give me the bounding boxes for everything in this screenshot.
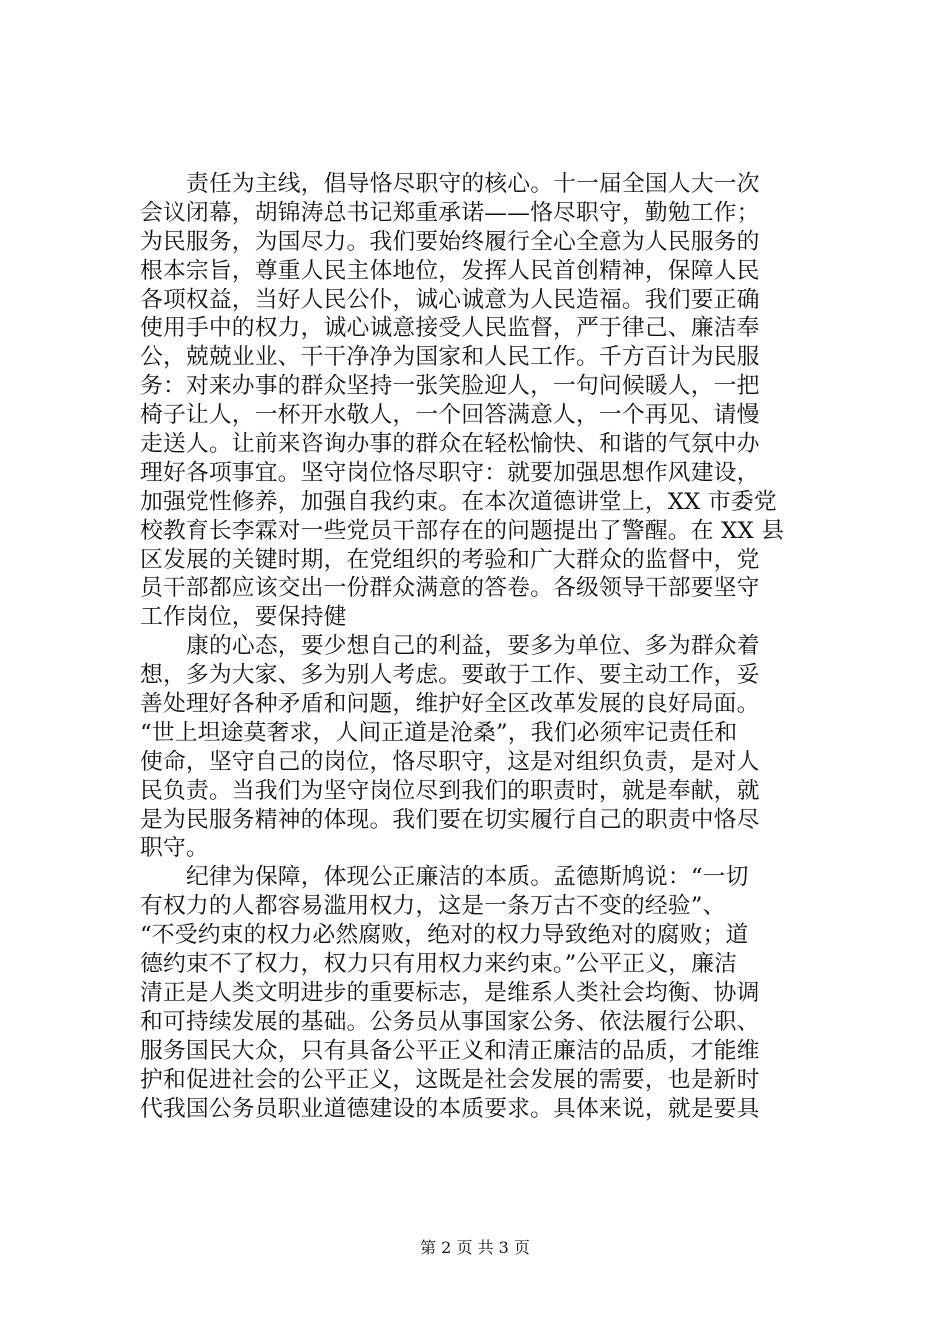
text-line: 康的心态，要少想自己的利益，要多为单位、多为群众着 bbox=[186, 633, 760, 660]
text-line: 根本宗旨，尊重人民主体地位，发挥人民首创精神，保障人民 bbox=[140, 257, 760, 284]
text-line: 想，多为大家、多为别人考虑。要敢于工作、要主动工作，妥 bbox=[140, 662, 760, 689]
text-line: 责任为主线，倡导恪尽职守的核心。十一届全国人大一次 bbox=[186, 171, 760, 197]
text-line: 校教育长李霖对一些党员干部存在的问题提出了警醒。在 XX 县 bbox=[140, 517, 785, 544]
text-line: 护和促进社会的公平正义，这既是社会发展的需要，也是新时 bbox=[140, 1066, 760, 1093]
page-number-footer: 第 2 页 共 3 页 bbox=[420, 1238, 530, 1257]
text-line: 会议闭幕，胡锦涛总书记郑重承诺——恪尽职守，勤勉工作； bbox=[140, 199, 760, 226]
text-line: 区发展的关键时期，在党组织的考验和广大群众的监督中，党 bbox=[140, 546, 760, 573]
text-line: 使用手中的权力，诚心诚意接受人民监督，严于律己、廉洁奉 bbox=[140, 315, 760, 342]
text-line: 员干部都应该交出一份群众满意的答卷。各级领导干部要坚守 bbox=[140, 575, 760, 602]
text-line: 清正是人类文明进步的重要标志，是维系人类社会均衡、协调 bbox=[140, 979, 760, 1006]
text-line: 德约束不了权力，权力只有用权力来约束。”公平正义，廉洁 bbox=[140, 951, 738, 978]
text-line: 纪律为保障，体现公正廉洁的本质。孟德斯鸠说：“一切 bbox=[186, 864, 749, 891]
text-line: 务：对来办事的群众坚持一张笑脸迎人，一句问候暖人，一把 bbox=[140, 373, 760, 400]
text-line: 职守。 bbox=[140, 835, 209, 862]
text-line: 加强党性修养，加强自我约束。在本次道德讲堂上，XX 市委党 bbox=[140, 488, 777, 515]
text-line: 使命，坚守自己的岗位，恪尽职守，这是对组织负责，是对人 bbox=[140, 748, 760, 775]
text-line: 代我国公务员职业道德建设的本质要求。具体来说，就是要具 bbox=[140, 1095, 760, 1122]
text-line: 善处理好各种矛盾和问题，维护好全区改革发展的良好局面。 bbox=[140, 691, 760, 718]
text-line: 服务国民大众，只有具备公平正义和清正廉洁的品质，才能维 bbox=[140, 1037, 760, 1064]
text-line: 民负责。当我们为坚守岗位尽到我们的职责时，就是奉献，就 bbox=[140, 777, 760, 804]
text-line: 有权力的人都容易滥用权力，这是一条万古不变的经验”、 bbox=[140, 893, 726, 920]
text-line: 各项权益，当好人民公仆，诚心诚意为人民造福。我们要正确 bbox=[140, 286, 760, 313]
text-line: “不受约束的权力必然腐败，绝对的权力导致绝对的腐败；道 bbox=[140, 922, 749, 949]
text-line: 走送人。让前来咨询办事的群众在轻松愉快、和谐的气氛中办 bbox=[140, 431, 760, 458]
text-line: “世上坦途莫奢求，人间正道是沧桑”，我们必须牢记责任和 bbox=[140, 719, 738, 746]
text-line: 是为民服务精神的体现。我们要在切实履行自己的职责中恪尽 bbox=[140, 806, 760, 833]
document-body bbox=[140, 170, 830, 1123]
text-line: 公，兢兢业业、干干净净为国家和人民工作。千方百计为民服 bbox=[140, 344, 760, 371]
text-line: 理好各项事宜。坚守岗位恪尽职守：就要加强思想作风建设， bbox=[140, 459, 760, 486]
text-line: 为民服务，为国尽力。我们要始终履行全心全意为人民服务的 bbox=[140, 228, 760, 255]
text-line: 和可持续发展的基础。公务员从事国家公务、依法履行公职、 bbox=[140, 1008, 760, 1035]
text-line: 椅子让人，一杯开水敬人，一个回答满意人，一个再见、请慢 bbox=[140, 402, 760, 429]
text-line: 工作岗位，要保持健 bbox=[140, 604, 347, 631]
